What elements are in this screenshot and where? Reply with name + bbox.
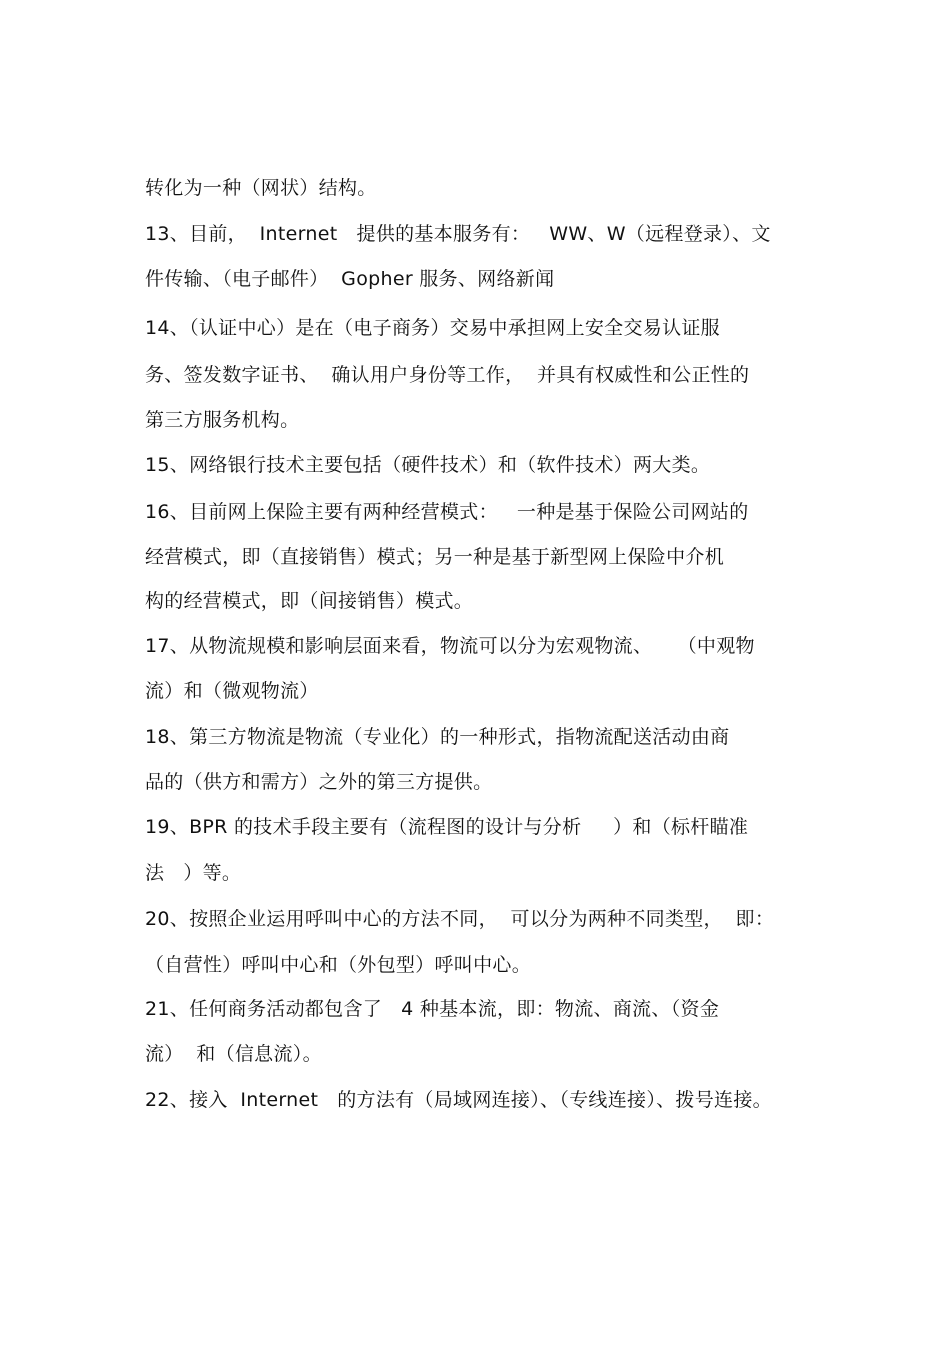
text-line: 流） 和（信息流）。 (145, 1043, 322, 1065)
text-line: 转化为一种（网状）结构。 (145, 177, 377, 199)
text-line: 流）和（微观物流） (145, 680, 319, 702)
text-line: 15、网络银行技术主要包括（硬件技术）和（软件技术）两大类。 (145, 454, 711, 476)
text-line: 品的（供方和需方）之外的第三方提供。 (145, 771, 493, 793)
text-line: 20、按照企业运用呼叫中心的方法不同， 可以分为两种不同类型， 即： (145, 908, 775, 930)
text-line: 件传输、（电子邮件） Gopher 服务、网络新闻 (145, 268, 555, 290)
text-line: 18、第三方物流是物流（专业化）的一种形式，指物流配送活动由商 (145, 726, 730, 748)
text-line: 构的经营模式，即（间接销售）模式。 (145, 590, 474, 612)
text-line: 19、BPR 的技术手段主要有（流程图的设计与分析 ）和（标杆瞄准 (145, 816, 749, 838)
text-line: 22、接入 Internet 的方法有（局域网连接）、（专线连接）、拨号连接。 (145, 1089, 772, 1111)
text-line: 17、从物流规模和影响层面来看，物流可以分为宏观物流、 （中观物 (145, 635, 755, 657)
text-line: 21、任何商务活动都包含了 4 种基本流，即：物流、商流、（资金 (145, 998, 720, 1020)
text-line: （自营性）呼叫中心和（外包型）呼叫中心。 (145, 954, 532, 976)
text-line: 13、目前， Internet 提供的基本服务有： WW、W（远程登录）、文 (145, 223, 771, 245)
text-line: 经营模式，即（直接销售）模式；另一种是基于新型网上保险中介机 (145, 546, 725, 568)
text-line: 务、签发数字证书、 确认用户身份等工作， 并具有权威性和公正性的 (145, 364, 750, 386)
text-line: 法 ）等。 (145, 862, 242, 884)
text-line: 16、目前网上保险主要有两种经营模式： 一种是基于保险公司网站的 (145, 501, 749, 523)
text-line: 14、（认证中心）是在（电子商务）交易中承担网上安全交易认证服 (145, 317, 720, 339)
text-line: 第三方服务机构。 (145, 409, 300, 431)
